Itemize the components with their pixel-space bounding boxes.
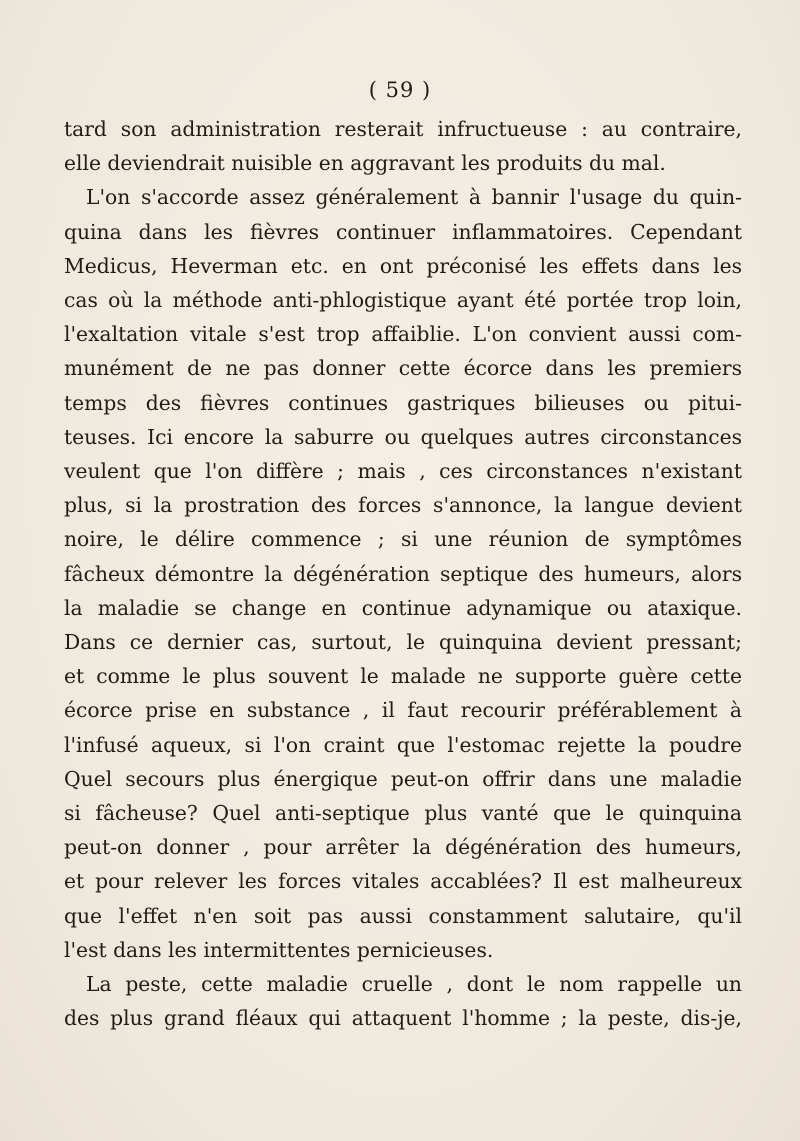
text-line: et pour relever les forces vitales accablées? Il est malheureux bbox=[64, 869, 742, 894]
text-line: si fâcheuse? Quel anti-septique plus vanté que le quinquina bbox=[64, 801, 742, 826]
page-number: ( 59 ) bbox=[368, 78, 432, 102]
text-line: l'infusé aqueux, si l'on craint que l'estomac rejette la poudre bbox=[64, 732, 742, 757]
text-line: quina dans les fièvres continuer inflammatoires. Cependant bbox=[64, 219, 742, 244]
text-line: fâcheux démontre la dégénération septique des humeurs, alors bbox=[64, 561, 742, 586]
text-line: plus, si la prostration des forces s'annonce, la langue devient bbox=[64, 493, 742, 518]
text-line: l'est dans les intermittentes pernicieuses. bbox=[64, 937, 494, 962]
text-line: écorce prise en substance , il faut recourir préférablement à bbox=[64, 698, 742, 723]
text-line: la maladie se change en continue adynamique ou ataxique. bbox=[64, 595, 742, 620]
page-body-text bbox=[64, 112, 742, 1035]
text-line: tard son administration resterait infructueuse : au contraire, bbox=[64, 117, 742, 141]
text-line: et comme le plus souvent le malade ne supporte guère cette bbox=[64, 664, 742, 689]
text-line: Dans ce dernier cas, surtout, le quinquina devient pressant; bbox=[64, 630, 742, 655]
text-line: veulent que l'on diffère ; mais , ces circonstances n'existant bbox=[64, 459, 742, 484]
text-line: peut-on donner , pour arrêter la dégénération des humeurs, bbox=[64, 835, 742, 860]
text-line: l'exaltation vitale s'est trop affaiblie. L'on convient aussi com- bbox=[64, 322, 742, 347]
text-line: noire, le délire commence ; si une réunion de symptômes bbox=[64, 527, 742, 552]
text-line: Medicus, Heverman etc. en ont préconisé les effets dans les bbox=[64, 253, 742, 278]
text-line: temps des fièvres continues gastriques bilieuses ou pitui- bbox=[64, 390, 742, 415]
text-line: La peste, cette maladie cruelle , dont le nom rappelle un bbox=[86, 972, 742, 997]
text-line: elle deviendrait nuisible en aggravant les produits du mal. bbox=[64, 151, 666, 176]
text-line: des plus grand fléaux qui attaquent l'homme ; la peste, dis-je, bbox=[64, 1006, 742, 1031]
text-line: Quel secours plus énergique peut-on offrir dans une maladie bbox=[64, 766, 742, 791]
text-line: teuses. Ici encore la saburre ou quelques autres circonstances bbox=[64, 424, 742, 449]
text-line: munément de ne pas donner cette écorce dans les premiers bbox=[64, 356, 742, 381]
text-line: L'on s'accorde assez généralement à bannir l'usage du quin- bbox=[86, 185, 742, 210]
text-line: que l'effet n'en soit pas aussi constamment salutaire, qu'il bbox=[64, 903, 742, 928]
text-line: cas où la méthode anti-phlogistique ayant été portée trop loin, bbox=[64, 288, 742, 313]
